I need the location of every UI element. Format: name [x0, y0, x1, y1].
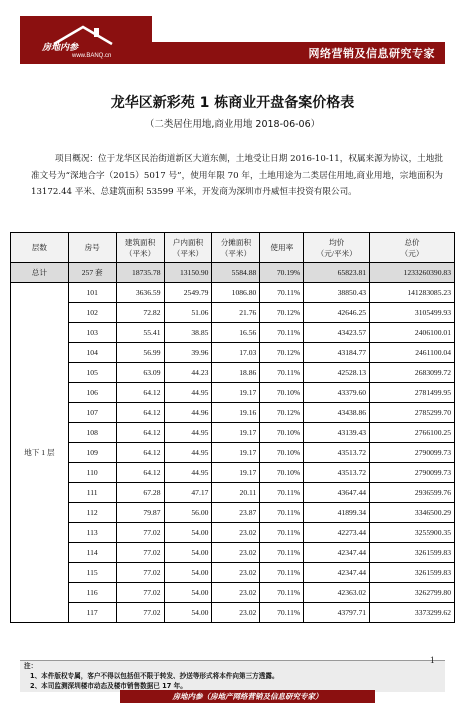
value-cell: 23.02	[212, 603, 260, 623]
total-cell: 65823.81	[304, 263, 370, 283]
value-cell: 43379.60	[304, 383, 370, 403]
value-cell: 70.11%	[260, 283, 304, 303]
value-cell: 63.09	[116, 363, 164, 383]
table-row	[11, 403, 455, 423]
room-number-cell: 104	[68, 343, 116, 363]
value-cell: 64.12	[116, 383, 164, 403]
price-table	[10, 232, 455, 623]
project-overview: 项目概况：位于龙华区民治街道新区大道东侧，土地受让日期 2016-10-11，权属来源为协议，土地批准文号为“深地合字（2015）5017 号”，使用年限 70 年，土地用途为二类居住用地,商业用地，宗地面积为 13172.44 平米、总建筑面积 53599 平米，开发商为深圳市丹威恒丰投资有限公司。	[31, 154, 443, 197]
value-cell: 44.95	[164, 423, 212, 443]
value-cell: 42363.02	[304, 583, 370, 603]
value-cell: 19.17	[212, 383, 260, 403]
total-cell: 18735.78	[116, 263, 164, 283]
page-title: 龙华区新彩苑 1 栋商业开盘备案价格表	[110, 95, 355, 111]
table-row	[11, 523, 455, 543]
table-header-cell: 房号	[68, 233, 116, 263]
value-cell: 67.28	[116, 483, 164, 503]
value-cell: 47.17	[164, 483, 212, 503]
value-cell: 43139.43	[304, 423, 370, 443]
value-cell: 54.00	[164, 543, 212, 563]
page-number: 1	[430, 655, 435, 665]
table-row	[11, 543, 455, 563]
table-header-row	[11, 233, 455, 263]
room-number-cell: 102	[68, 303, 116, 323]
value-cell: 19.17	[212, 423, 260, 443]
value-cell: 19.17	[212, 463, 260, 483]
value-cell: 70.11%	[260, 563, 304, 583]
value-cell: 42528.13	[304, 363, 370, 383]
value-cell: 2683099.72	[370, 363, 455, 383]
value-cell: 2785299.70	[370, 403, 455, 423]
table-row	[11, 463, 455, 483]
table-header-cell: 户内面积 （平米）	[164, 233, 212, 263]
value-cell: 39.96	[164, 343, 212, 363]
value-cell: 42347.44	[304, 563, 370, 583]
room-number-cell: 117	[68, 603, 116, 623]
value-cell: 16.56	[212, 323, 260, 343]
value-cell: 19.17	[212, 443, 260, 463]
page-subtitle: （二类居住用地,商业用地 2018-06-06）	[144, 119, 321, 130]
floor-cell: 地下 1 层	[11, 283, 69, 623]
value-cell: 44.95	[164, 463, 212, 483]
footnote-label: 注：	[24, 662, 38, 670]
value-cell: 70.12%	[260, 403, 304, 423]
room-number-cell: 111	[68, 483, 116, 503]
brand-url: www.BANQ.cn	[72, 53, 112, 59]
slogan-bar	[152, 42, 445, 64]
value-cell: 23.02	[212, 563, 260, 583]
value-cell: 77.02	[116, 523, 164, 543]
value-cell: 70.11%	[260, 543, 304, 563]
value-cell: 70.10%	[260, 443, 304, 463]
value-cell: 77.02	[116, 543, 164, 563]
value-cell: 79.87	[116, 503, 164, 523]
header-banner	[20, 16, 445, 64]
value-cell: 56.99	[116, 343, 164, 363]
value-cell: 21.76	[212, 303, 260, 323]
slogan-text: 网络营销及信息研究专家	[308, 47, 435, 60]
value-cell: 3105499.93	[370, 303, 455, 323]
value-cell: 18.86	[212, 363, 260, 383]
room-number-cell: 110	[68, 463, 116, 483]
table-row	[11, 563, 455, 583]
table-header-cell: 使用率	[260, 233, 304, 263]
value-cell: 20.11	[212, 483, 260, 503]
value-cell: 43513.72	[304, 443, 370, 463]
value-cell: 70.11%	[260, 583, 304, 603]
value-cell: 72.82	[116, 303, 164, 323]
footnote-line-1: 1、本件版权专属，客户不得以包括但不限于转发、抄送等形式将本件向第三方透露。	[30, 672, 279, 680]
table-header-cell: 建筑面积 （平米）	[116, 233, 164, 263]
table-row	[11, 603, 455, 623]
table-header-cell: 分摊面积 （平米）	[212, 233, 260, 263]
value-cell: 70.11%	[260, 363, 304, 383]
value-cell: 43423.57	[304, 323, 370, 343]
room-number-cell: 107	[68, 403, 116, 423]
value-cell: 44.95	[164, 383, 212, 403]
value-cell: 70.10%	[260, 423, 304, 443]
room-number-cell: 109	[68, 443, 116, 463]
value-cell: 64.12	[116, 403, 164, 423]
table-row	[11, 583, 455, 603]
brand-logo	[20, 16, 152, 64]
value-cell: 70.11%	[260, 603, 304, 623]
value-cell: 2766100.25	[370, 423, 455, 443]
table-row	[11, 303, 455, 323]
value-cell: 70.12%	[260, 303, 304, 323]
value-cell: 41899.34	[304, 503, 370, 523]
value-cell: 19.16	[212, 403, 260, 423]
value-cell: 38.85	[164, 323, 212, 343]
value-cell: 3636.59	[116, 283, 164, 303]
value-cell: 3261599.83	[370, 563, 455, 583]
value-cell: 3255900.35	[370, 523, 455, 543]
value-cell: 23.02	[212, 583, 260, 603]
value-cell: 70.10%	[260, 463, 304, 483]
value-cell: 43184.77	[304, 343, 370, 363]
table-row	[11, 383, 455, 403]
room-number-cell: 106	[68, 383, 116, 403]
total-cell: 1233260390.83	[370, 263, 455, 283]
value-cell: 2461100.04	[370, 343, 455, 363]
value-cell: 64.12	[116, 463, 164, 483]
table-row	[11, 323, 455, 343]
table-header-cell: 总价 （元）	[370, 233, 455, 263]
value-cell: 51.06	[164, 303, 212, 323]
value-cell: 2781499.95	[370, 383, 455, 403]
value-cell: 3373299.62	[370, 603, 455, 623]
value-cell: 64.12	[116, 443, 164, 463]
room-number-cell: 101	[68, 283, 116, 303]
value-cell: 77.02	[116, 603, 164, 623]
value-cell: 64.12	[116, 423, 164, 443]
table-row	[11, 503, 455, 523]
value-cell: 70.12%	[260, 343, 304, 363]
value-cell: 77.02	[116, 583, 164, 603]
value-cell: 141283085.23	[370, 283, 455, 303]
value-cell: 3346500.29	[370, 503, 455, 523]
value-cell: 54.00	[164, 583, 212, 603]
value-cell: 70.10%	[260, 383, 304, 403]
value-cell: 23.02	[212, 543, 260, 563]
value-cell: 17.03	[212, 343, 260, 363]
table-total-row	[11, 263, 455, 283]
value-cell: 43797.71	[304, 603, 370, 623]
table-header-cell: 均价 （元/平米）	[304, 233, 370, 263]
value-cell: 54.00	[164, 523, 212, 543]
room-number-cell: 112	[68, 503, 116, 523]
value-cell: 43438.86	[304, 403, 370, 423]
table-row	[11, 283, 455, 303]
value-cell: 54.00	[164, 563, 212, 583]
value-cell: 44.23	[164, 363, 212, 383]
table-row	[11, 343, 455, 363]
value-cell: 44.95	[164, 443, 212, 463]
table-row	[11, 443, 455, 463]
brand-name: 房地内参	[42, 43, 79, 53]
room-number-cell: 113	[68, 523, 116, 543]
value-cell: 38850.43	[304, 283, 370, 303]
value-cell: 23.87	[212, 503, 260, 523]
footnote-line-2: 2、本司监测深圳楼市动态及楼市销售数据已 17 年。	[30, 682, 187, 690]
value-cell: 42646.25	[304, 303, 370, 323]
room-number-cell: 105	[68, 363, 116, 383]
room-number-cell: 108	[68, 423, 116, 443]
value-cell: 44.96	[164, 403, 212, 423]
footer-bar: 房地内参（房地产网络营销及信息研究专家）	[120, 690, 375, 703]
value-cell: 42347.44	[304, 543, 370, 563]
total-cell: 13150.90	[164, 263, 212, 283]
value-cell: 3262799.80	[370, 583, 455, 603]
value-cell: 77.02	[116, 563, 164, 583]
room-number-cell: 114	[68, 543, 116, 563]
value-cell: 43513.72	[304, 463, 370, 483]
room-number-cell: 115	[68, 563, 116, 583]
value-cell: 42273.44	[304, 523, 370, 543]
value-cell: 23.02	[212, 523, 260, 543]
value-cell: 3261599.83	[370, 543, 455, 563]
table-row	[11, 483, 455, 503]
value-cell: 70.11%	[260, 483, 304, 503]
value-cell: 56.00	[164, 503, 212, 523]
total-cell: 70.19%	[260, 263, 304, 283]
value-cell: 1086.80	[212, 283, 260, 303]
value-cell: 55.41	[116, 323, 164, 343]
value-cell: 70.11%	[260, 503, 304, 523]
total-cell: 257 套	[68, 263, 116, 283]
table-header-cell: 层数	[11, 233, 69, 263]
footnote	[20, 660, 445, 692]
table-row	[11, 423, 455, 443]
value-cell: 2406100.01	[370, 323, 455, 343]
value-cell: 2936599.76	[370, 483, 455, 503]
value-cell: 2790099.73	[370, 463, 455, 483]
table-row	[11, 363, 455, 383]
value-cell: 54.00	[164, 603, 212, 623]
value-cell: 70.11%	[260, 523, 304, 543]
value-cell: 2549.79	[164, 283, 212, 303]
room-number-cell: 103	[68, 323, 116, 343]
total-cell: 5584.88	[212, 263, 260, 283]
value-cell: 2790099.73	[370, 443, 455, 463]
value-cell: 43647.44	[304, 483, 370, 503]
value-cell: 70.11%	[260, 323, 304, 343]
total-cell: 总计	[11, 263, 69, 283]
room-number-cell: 116	[68, 583, 116, 603]
